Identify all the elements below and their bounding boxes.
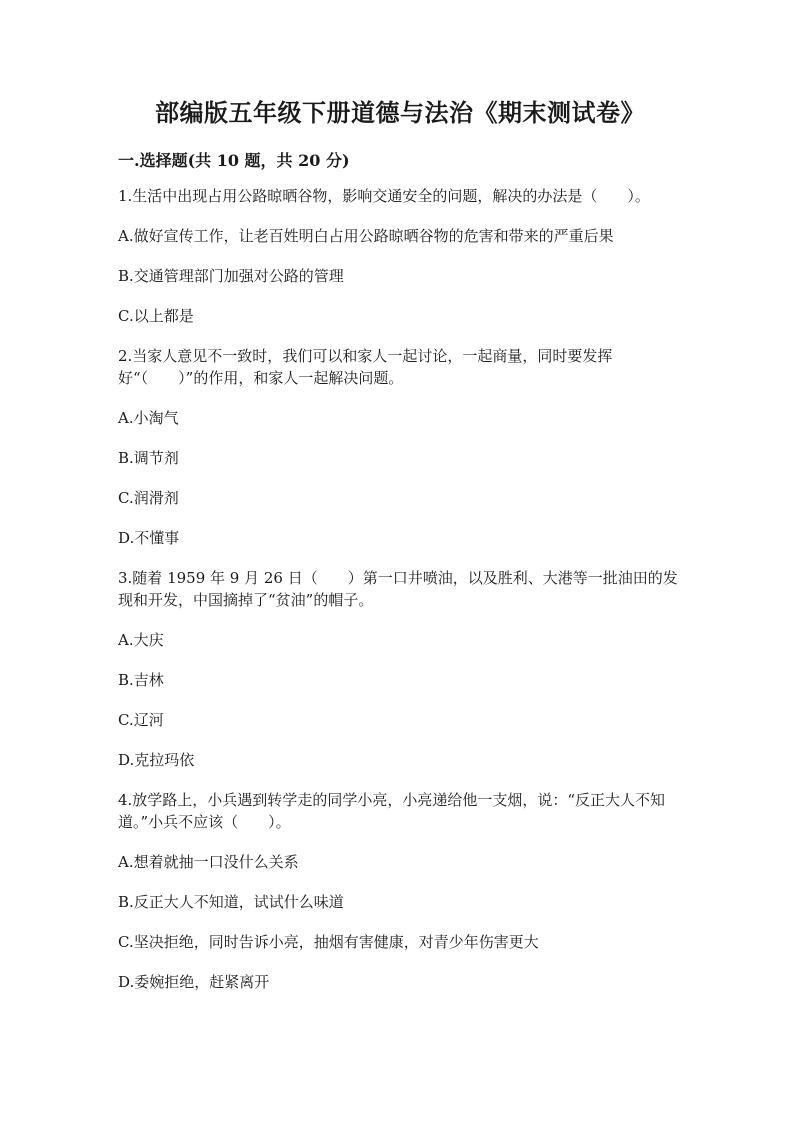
option-b: B.调节剂 xyxy=(118,449,179,467)
question-stem: 3.随着 1959 年 9 月 26 日（ ）第一口井喷油，以及胜利、大港等一批油田的发现和开发，中国摘掉了“贫油”的帽子。 xyxy=(118,569,678,609)
option-d: D.委婉拒绝，赶紧离开 xyxy=(118,973,270,991)
option-c: C.润滑剂 xyxy=(118,489,179,507)
option-c: C.以上都是 xyxy=(118,307,194,325)
option-c: C.辽河 xyxy=(118,711,164,729)
option-a: A.小淘气 xyxy=(118,409,179,427)
question-1 xyxy=(118,185,688,327)
option-b: B.反正大人不知道，试试什么味道 xyxy=(118,893,344,911)
question-stem: 1.生活中出现占用公路晾晒谷物，影响交通安全的问题，解决的办法是（ ）。 xyxy=(118,187,650,205)
question-stem: 2.当家人意见不一致时，我们可以和家人一起讨论，一起商量，同时要发挥好“（ ）”的作用，和家人一起解决问题。 xyxy=(118,347,613,387)
option-a: A.大庆 xyxy=(118,631,164,649)
page-title: 部编版五年级下册道德与法治《期末测试卷》 xyxy=(155,98,645,127)
section-heading: 一.选择题(共 10 题，共 20 分) xyxy=(118,151,350,170)
question-stem: 4.放学路上，小兵遇到转学走的同学小亮，小亮递给他一支烟，说：“反正大人不知道。”小兵不应该（ ）。 xyxy=(118,791,665,831)
question-3 xyxy=(118,567,688,771)
option-c: C.坚决拒绝，同时告诉小亮，抽烟有害健康，对青少年伤害更大 xyxy=(118,933,539,951)
option-a: A.想着就抽一口没什么关系 xyxy=(118,853,299,871)
question-2 xyxy=(118,345,688,549)
question-list xyxy=(118,185,688,1011)
option-b: B.吉林 xyxy=(118,671,164,689)
option-d: D.不懂事 xyxy=(118,529,180,547)
question-4 xyxy=(118,789,688,993)
option-d: D.克拉玛依 xyxy=(118,751,195,769)
option-b: B.交通管理部门加强对公路的管理 xyxy=(118,267,344,285)
option-a: A.做好宣传工作，让老百姓明白占用公路晾晒谷物的危害和带来的严重后果 xyxy=(118,227,614,245)
